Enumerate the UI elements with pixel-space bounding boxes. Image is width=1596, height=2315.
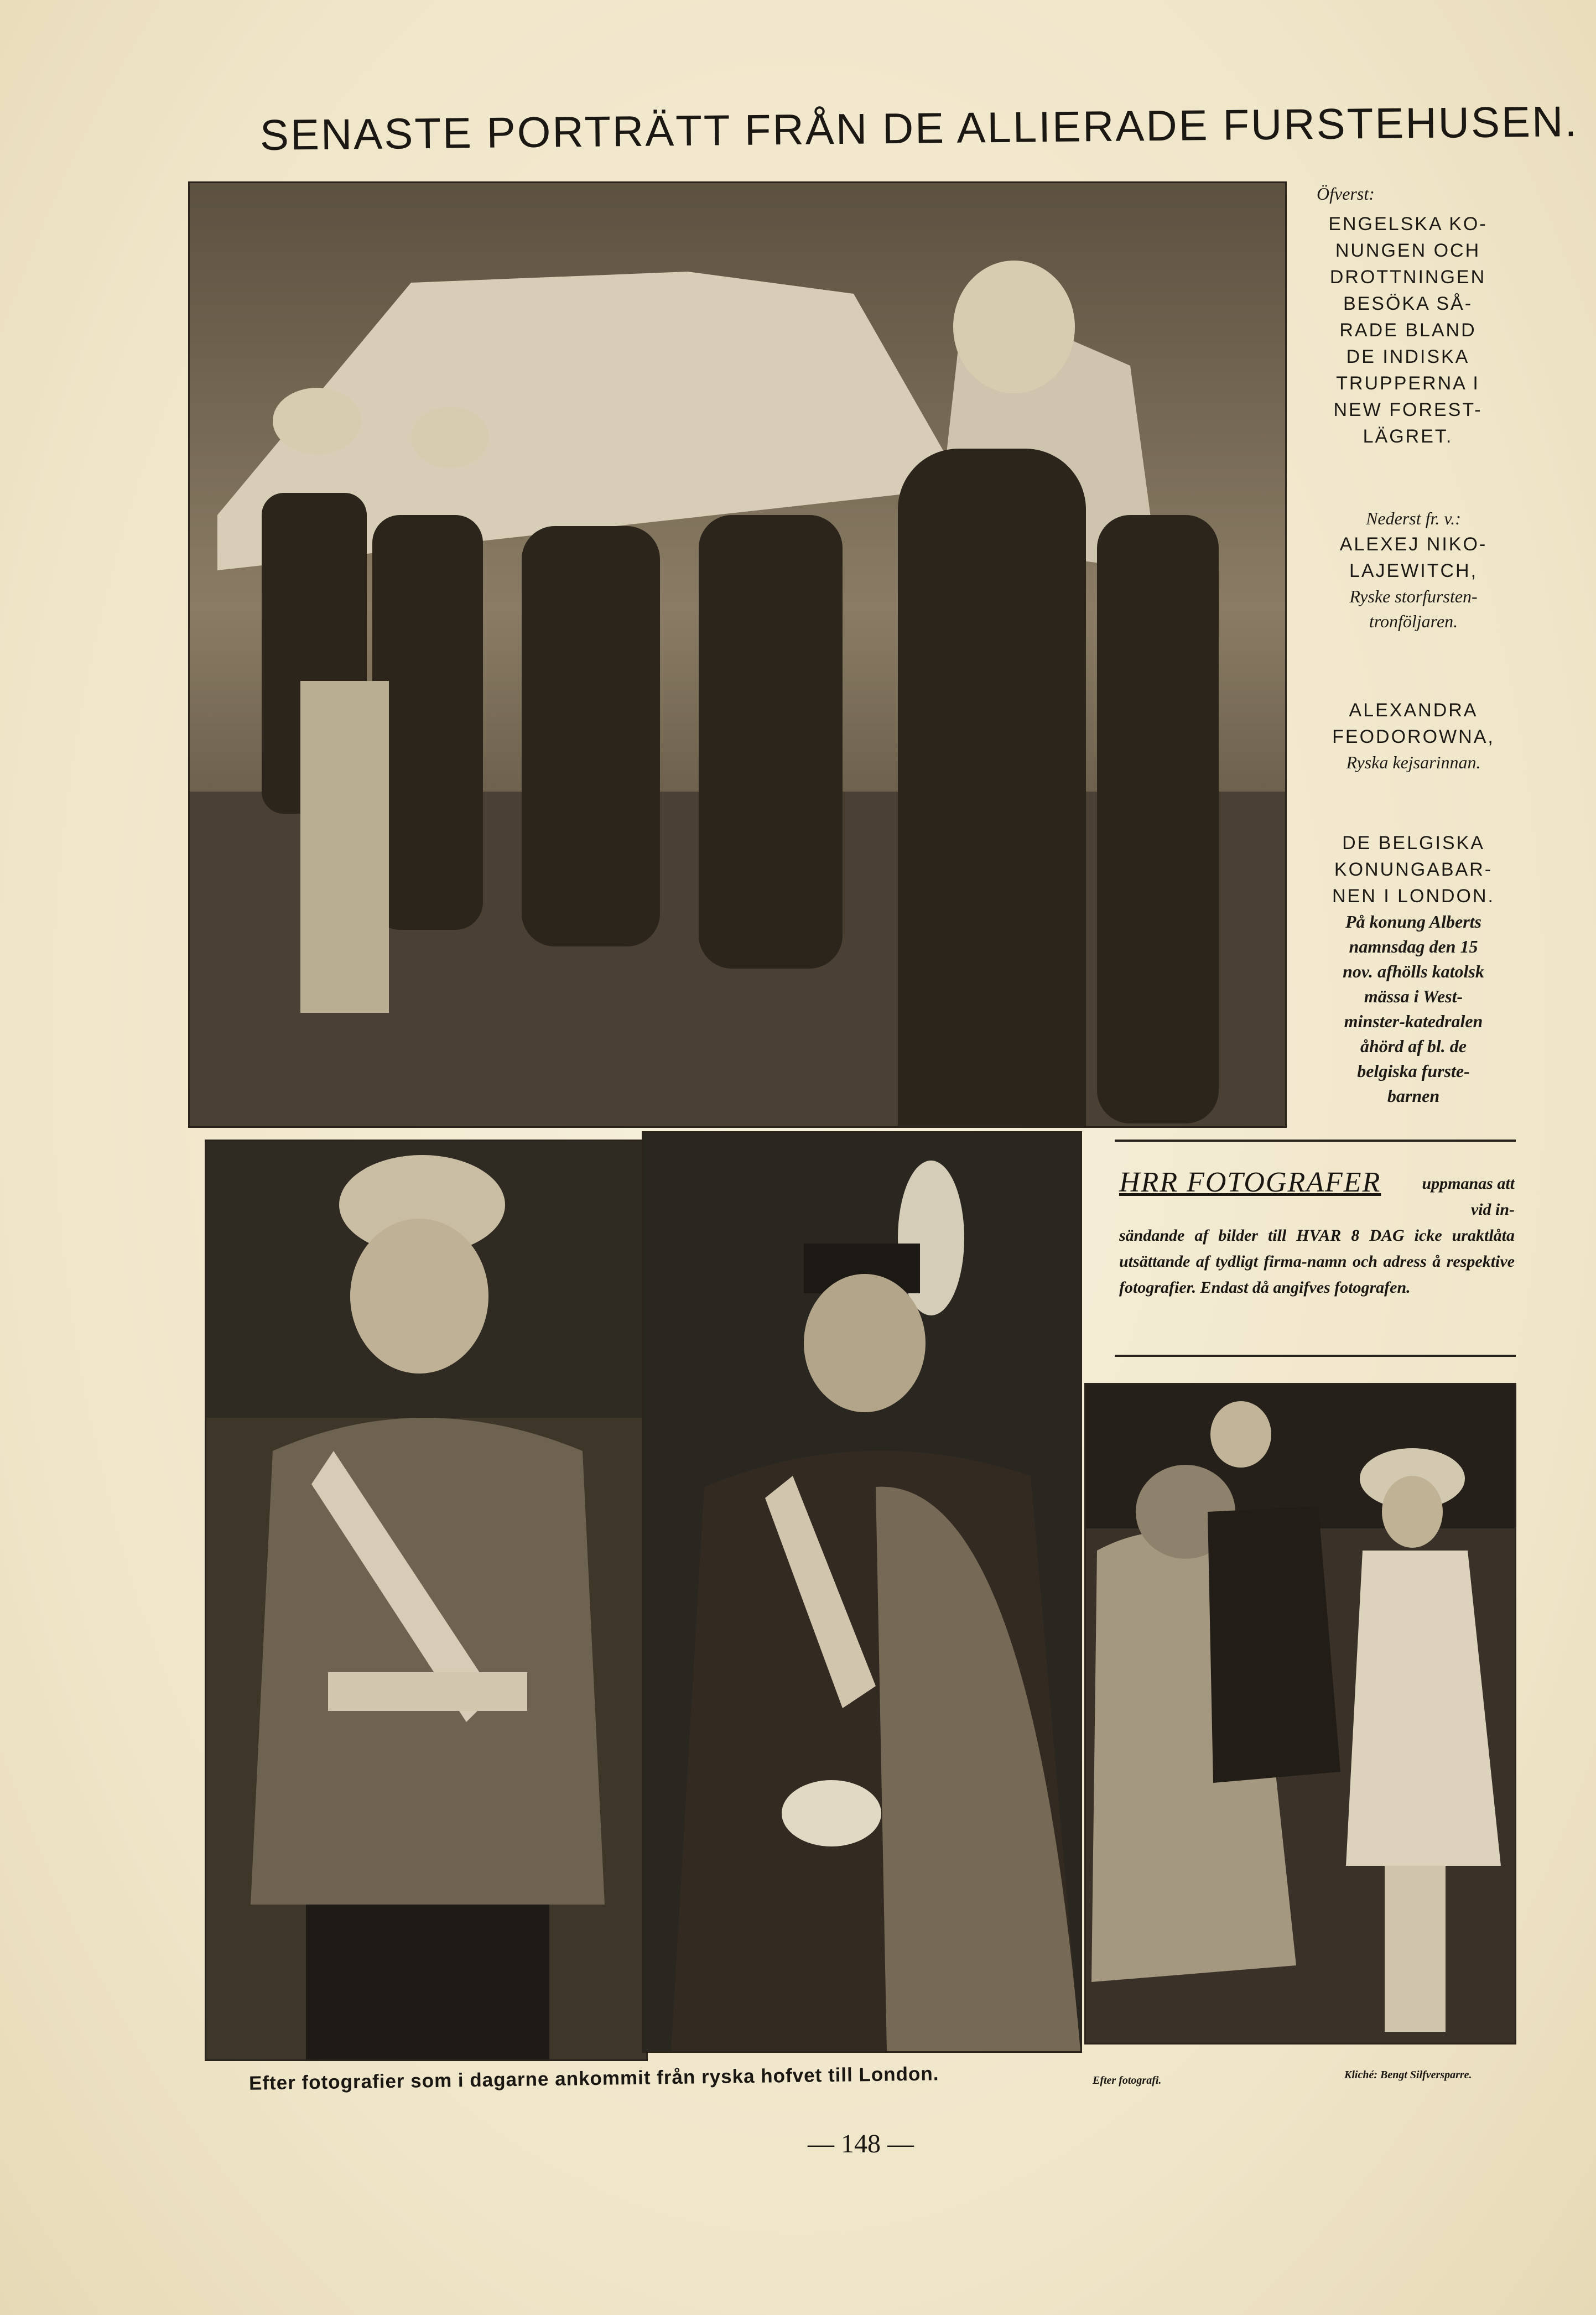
credit-photo: Efter fotografi. bbox=[1093, 2074, 1162, 2087]
caption-line: barnen bbox=[1387, 1086, 1440, 1106]
bottom-caption: Efter fotografier som i dagarne ankommit från ryska hofvet till London. bbox=[248, 2063, 939, 2094]
caption-alexandra bbox=[1317, 697, 1510, 775]
page-headline: SENASTE PORTRÄTT FRÅN DE ALLIERADE FURSTEHUSEN. bbox=[259, 97, 1579, 159]
caption-line: DROTTNINGEN bbox=[1329, 267, 1486, 288]
caption-line: LAJEWITCH, bbox=[1349, 560, 1478, 581]
caption-line: ALEXEJ NIKO- bbox=[1339, 534, 1488, 555]
photo-alexej bbox=[205, 1140, 648, 2061]
photo-alexandra-image bbox=[643, 1133, 1080, 2051]
caption-line: NUNGEN OCH bbox=[1335, 240, 1481, 261]
caption-alexej bbox=[1317, 506, 1510, 634]
caption-line: På konung Alberts bbox=[1345, 912, 1481, 932]
caption-line: NEN I LONDON. bbox=[1332, 886, 1495, 907]
caption-alexej-position: Nederst fr. v.: bbox=[1366, 508, 1461, 528]
caption-alexej-name bbox=[1317, 531, 1510, 584]
caption-line: KONUNGABAR- bbox=[1334, 859, 1493, 880]
caption-line: nov. afhölls katolsk bbox=[1343, 961, 1484, 981]
caption-line: RADE BLAND bbox=[1339, 320, 1477, 341]
caption-line: NEW FOREST- bbox=[1333, 399, 1483, 420]
caption-belgian-name bbox=[1317, 830, 1510, 909]
caption-line: namnsdag den 15 bbox=[1349, 937, 1478, 956]
photo-indian-troops-visit-image bbox=[190, 183, 1285, 1126]
caption-line: mässa i West- bbox=[1364, 986, 1463, 1006]
caption-top-position: Öfverst: bbox=[1317, 184, 1375, 204]
caption-line: åhörd af bl. de bbox=[1360, 1036, 1467, 1056]
caption-line: DE BELGISKA bbox=[1342, 833, 1485, 854]
caption-line: BESÖKA SÅ- bbox=[1343, 293, 1473, 314]
caption-line: DE INDISKA bbox=[1346, 346, 1470, 367]
caption-belgian-text bbox=[1317, 909, 1510, 1109]
notice-body: sändande af bilder till HVAR 8 DAG icke uraktlåta utsättande af tydligt firma-namn och adress å respektive fotografier. Endast då angifves fotografen. bbox=[1119, 1226, 1515, 1297]
photo-indian-troops-visit bbox=[188, 181, 1287, 1128]
photo-alexej-image bbox=[206, 1141, 646, 2059]
credit-cliche: Kliché: Bengt Silfversparre. bbox=[1344, 2069, 1472, 2081]
caption-line: ALEXANDRA bbox=[1349, 700, 1478, 721]
notice-text bbox=[1119, 1170, 1515, 1300]
caption-alexandra-name bbox=[1317, 697, 1510, 750]
caption-belgian bbox=[1317, 830, 1510, 1109]
photo-alexandra bbox=[642, 1131, 1082, 2053]
caption-line: FEODOROWNA, bbox=[1332, 726, 1495, 747]
notice-first-line: uppmanas att vid in- bbox=[1422, 1174, 1515, 1219]
caption-line: Ryske storfursten- bbox=[1349, 586, 1478, 606]
photo-belgian-children bbox=[1084, 1383, 1516, 2045]
caption-line: TRUPPERNA I bbox=[1336, 373, 1480, 394]
caption-line: belgiska furste- bbox=[1357, 1061, 1470, 1081]
caption-alexandra-title: Ryska kejsarinnan. bbox=[1346, 752, 1481, 772]
caption-line: ENGELSKA KO- bbox=[1328, 214, 1488, 235]
photo-belgian-children-image bbox=[1086, 1385, 1515, 2043]
caption-top-text bbox=[1317, 211, 1499, 450]
caption-line: tronföljaren. bbox=[1369, 611, 1458, 631]
caption-line: LÄGRET. bbox=[1363, 426, 1453, 447]
caption-top bbox=[1317, 181, 1499, 450]
notice-box bbox=[1115, 1140, 1516, 1357]
caption-line: minster-katedralen bbox=[1344, 1011, 1483, 1031]
page-number: — 148 — bbox=[808, 2129, 914, 2158]
notice-title: HRR FOTOGRAFER bbox=[1119, 1167, 1381, 1198]
caption-alexej-title bbox=[1317, 584, 1510, 634]
